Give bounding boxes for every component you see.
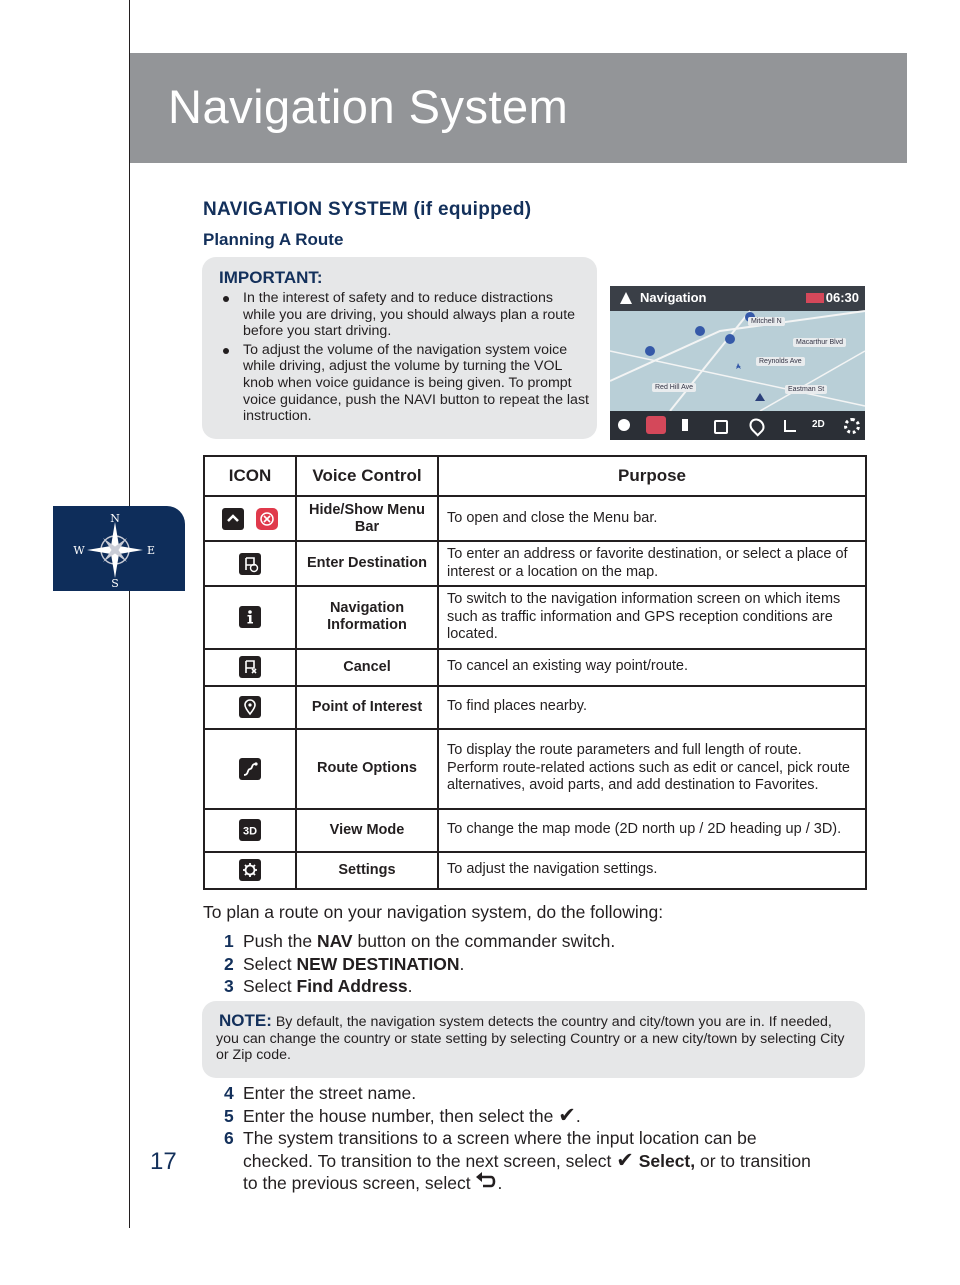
step-item: [224, 1127, 811, 1150]
important-bullet: To adjust the volume of the navigation system voice while driving, adjust the volume by turning the VOL knob when voice guidance is being given. To prompt voice guidance, push the NAVI button to repeat the last instruction.: [219, 342, 589, 425]
cancel-route-icon: [239, 656, 261, 678]
table-row: [204, 729, 866, 809]
step-text: checked. To transition to the next screen, select: [243, 1150, 617, 1171]
section-subtitle: Planning A Route: [203, 230, 344, 249]
voice-command: Settings: [296, 852, 438, 889]
note-label: NOTE:: [219, 1011, 272, 1030]
voice-command: Hide/Show Menu Bar: [296, 496, 438, 541]
compass-w: W: [73, 544, 85, 557]
step-text: .: [407, 976, 413, 996]
hide-menu-icon: [256, 508, 278, 530]
step-number: 1: [224, 931, 234, 951]
table-row: [204, 686, 866, 729]
dock-route-icon: [784, 420, 796, 432]
location-pin-icon: [239, 696, 261, 718]
dock-settings-icon: [844, 418, 860, 434]
step-list-a: [224, 930, 615, 998]
compass-s: S: [111, 577, 119, 590]
screen-map: [610, 311, 865, 411]
table-row: [204, 541, 866, 586]
step-number: 2: [224, 953, 234, 974]
purpose-text: To find places nearby.: [438, 686, 866, 729]
step-text: .: [575, 1105, 581, 1126]
screen-title-bar: [610, 286, 865, 311]
step-bold: NAV: [316, 931, 353, 951]
table-row: [204, 809, 866, 852]
step-list-b: [224, 1082, 811, 1195]
step-text: .: [459, 953, 465, 974]
traffic-indicator-icon: [806, 293, 824, 303]
screen-time: 06:30: [825, 290, 859, 305]
table-row: [204, 649, 866, 686]
street-label: Eastman St: [785, 385, 827, 394]
compass-n: N: [110, 512, 120, 525]
street-label: Macarthur Blvd: [793, 338, 846, 347]
margin-rule: [129, 0, 130, 1228]
view-3d-icon: [239, 819, 261, 841]
step-text: button on the commander switch.: [352, 931, 616, 951]
step-item: [224, 975, 615, 998]
checkmark-icon: ✔: [558, 1103, 576, 1127]
step-bold: NEW DESTINATION: [296, 953, 460, 974]
dock-poi-icon: [746, 415, 767, 436]
dock-cancel-icon: [714, 420, 728, 434]
show-menu-icon: [222, 508, 244, 530]
purpose-text: To adjust the navigation settings.: [438, 852, 866, 889]
page-header: [130, 53, 907, 163]
step-bold: Find Address: [296, 976, 408, 996]
note-text: By default, the navigation system detects the country and city/town you are in. If needed, you can change the country or state setting by selecting Country or a new city/town by selecting City or Zip code.: [216, 1014, 845, 1063]
voice-command: Navigation Information: [296, 586, 438, 649]
table-row: [204, 496, 866, 541]
step-text: to the previous screen, select: [243, 1173, 476, 1193]
step-item: [224, 1105, 811, 1128]
purpose-text: To display the route parameters and full length of route. Perform route-related actions such as edit or cancel, pick route alternatives, avoid parts, and add destination to Favorites.: [438, 729, 866, 809]
step-number: 4: [224, 1083, 234, 1103]
col-header-icon: ICON: [204, 456, 296, 496]
step-text: Push the: [243, 931, 317, 951]
nav-app-icon: [620, 292, 632, 304]
voice-command: Cancel: [296, 649, 438, 686]
intro-text: To plan a route on your navigation system, do the following:: [203, 902, 664, 922]
step-text: Select: [243, 976, 297, 996]
dock-2d-label: 2D: [812, 419, 825, 430]
step-text: or to transition: [695, 1150, 811, 1171]
voice-command: Point of Interest: [296, 686, 438, 729]
step-text: Enter the street name.: [243, 1083, 417, 1103]
col-header-purpose: Purpose: [438, 456, 866, 496]
navigation-screen-image: [610, 286, 865, 440]
svg-text:3D: 3D: [242, 825, 258, 838]
step-item: [224, 1082, 811, 1105]
section-title: NAVIGATION SYSTEM (if equipped): [203, 199, 532, 220]
screen-menu-bar: [610, 411, 865, 440]
dock-destination-icon: [646, 416, 666, 434]
street-label: Reynolds Ave: [756, 357, 805, 366]
route-options-icon: [239, 758, 261, 780]
important-bullet: In the interest of safety and to reduce distractions while you are driving, you should always plan a route before you start driving.: [219, 290, 589, 340]
back-arrow-icon: [475, 1172, 497, 1190]
important-list: [219, 290, 589, 427]
step-item: [224, 930, 615, 953]
step-text: .: [497, 1173, 503, 1193]
compass-e: E: [146, 544, 156, 557]
important-box: [202, 257, 597, 439]
note-box: [202, 1001, 865, 1078]
page-number: 17: [150, 1148, 177, 1175]
table-header-row: [204, 456, 866, 496]
enter-destination-icon: [239, 553, 261, 575]
info-icon: [239, 606, 261, 628]
step-number: 5: [224, 1105, 234, 1126]
step-number: 3: [224, 976, 234, 996]
voice-command: Enter Destination: [296, 541, 438, 586]
street-label: Red Hill Ave: [652, 383, 696, 392]
page-title: Navigation System: [168, 80, 569, 133]
icon-table: [203, 455, 867, 890]
dock-hide-icon: [618, 419, 630, 431]
purpose-text: To cancel an existing way point/route.: [438, 649, 866, 686]
compass-icon: [75, 510, 155, 588]
screen-title: Navigation: [640, 290, 707, 305]
street-label: Mitchell N: [748, 317, 785, 326]
col-header-voice: Voice Control: [296, 456, 438, 496]
purpose-text: To enter an address or favorite destination, or select a place of interest or a location on the map.: [438, 541, 866, 586]
checkmark-icon: ✔: [616, 1148, 634, 1172]
step-text: The system transitions to a screen where the input location can be: [243, 1128, 757, 1148]
step-number: 6: [224, 1128, 234, 1148]
step-item-cont: [224, 1150, 811, 1173]
step-text: Select: [243, 953, 297, 974]
purpose-text: To switch to the navigation information screen on which items such as traffic information and GPS reception conditions are located.: [438, 586, 866, 649]
purpose-text: To change the map mode (2D north up / 2D heading up / 3D).: [438, 809, 866, 852]
important-label: IMPORTANT:: [219, 268, 323, 287]
step-bold: Select,: [633, 1150, 696, 1171]
compass-tab: [53, 506, 185, 591]
table-row: [204, 586, 866, 649]
table-row: [204, 852, 866, 889]
gear-icon: [239, 859, 261, 881]
voice-command: Route Options: [296, 729, 438, 809]
purpose-text: To open and close the Menu bar.: [438, 496, 866, 541]
step-item: [224, 953, 615, 976]
step-text: Enter the house number, then select the: [243, 1105, 559, 1126]
step-item-cont: [224, 1172, 811, 1195]
voice-command: View Mode: [296, 809, 438, 852]
dock-info-icon: [682, 419, 688, 431]
